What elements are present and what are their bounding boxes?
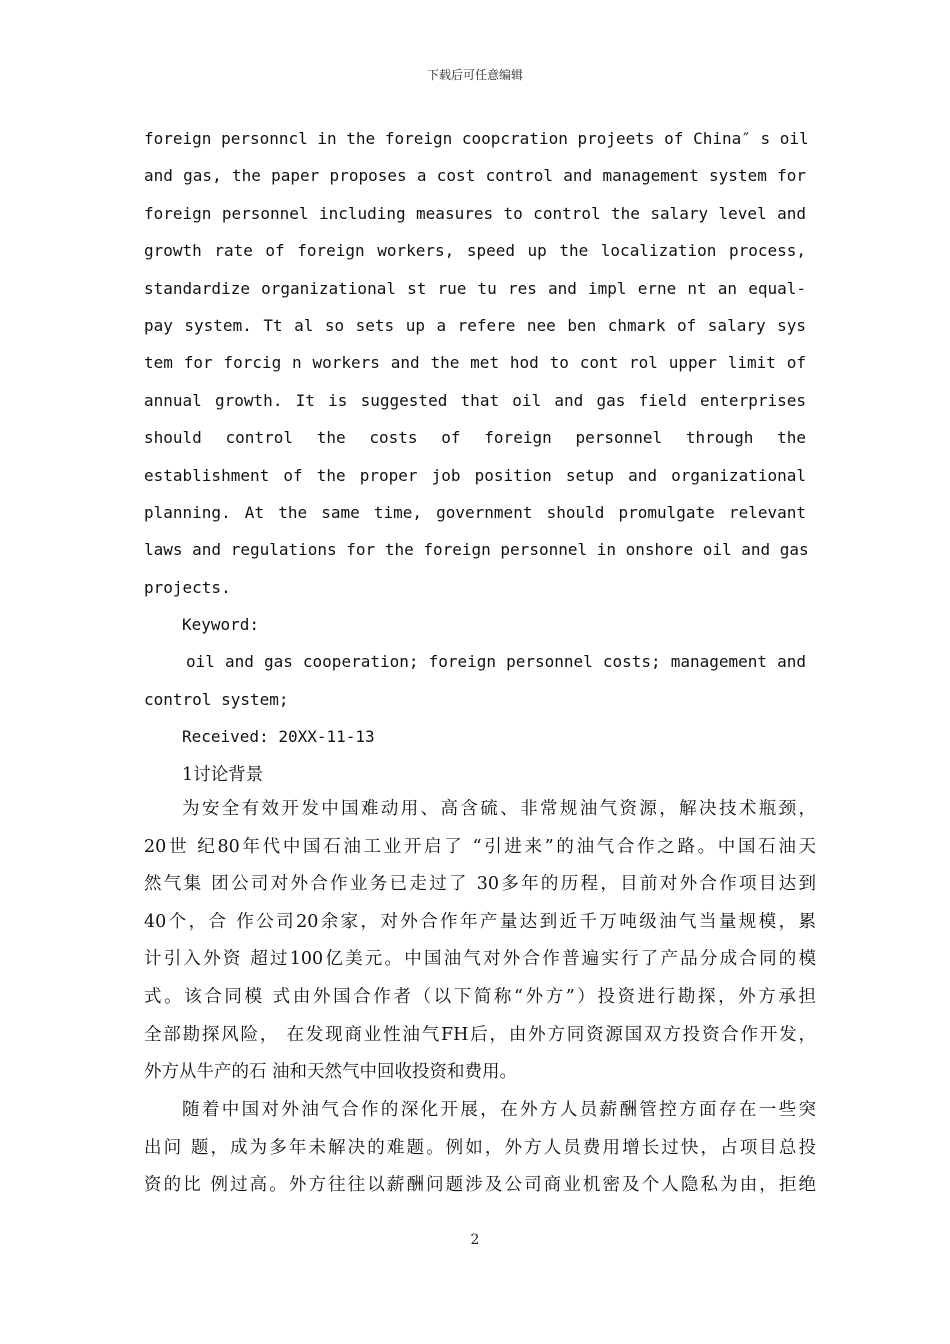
paragraph-line: 外方从牛产的石 油和天然气中回收投资和费用。 — [144, 1062, 518, 1083]
abstract-line: growth rate of foreign workers, speed up the localization process, — [144, 241, 806, 261]
received-date: Received: 20XX-11-13 — [182, 727, 375, 747]
abstract-line: planning. At the same time, government should promulgate relevant — [144, 502, 806, 522]
page-number: 2 — [470, 1232, 480, 1248]
abstract-line: standardize organizational st rue tu res and impl erne nt an equal- — [144, 278, 806, 298]
body-paragraph-2 — [144, 1092, 816, 1205]
paragraph-line: 随着中国对外油气合作的深化开展，在外方人员薪酬管控方面存在一些突 — [182, 1100, 816, 1120]
keyword-text-line: control system; — [144, 689, 289, 709]
abstract-line: foreign personncl in the foreign coopcration projeets of China″ s oil — [144, 129, 809, 148]
section-heading: 1讨论背景 — [182, 765, 264, 785]
abstract-line: projects. — [144, 577, 231, 597]
abstract-line: pay system. Tt al so sets up a refere nee ben chmark of salary sys — [144, 315, 806, 335]
paragraph-line: 出问 题，成为多年未解决的难题。例如，外方人员费用增长过快，占项目总投 — [144, 1137, 816, 1158]
abstract-line: establishment of the proper job position setup and organizational — [144, 465, 806, 485]
abstract-line: tem for forcig n workers and the met hod to cont rol upper limit of — [144, 353, 806, 373]
keyword-text-line: oil and gas cooperation; foreign personnel costs; management and — [186, 652, 806, 672]
page-header-note: 下载后可任意编辑 — [426, 68, 523, 82]
abstract-line: annual growth. It is suggested that oil and gas field enterprises — [144, 390, 806, 410]
abstract-line: laws and regulations for the foreign personnel in onshore oil and gas — [144, 540, 809, 560]
paragraph-line: 然气集 团公司对外合作业务已走过了 30多年的历程，目前对外合作项目达到 — [144, 874, 816, 895]
abstract-line: should control the costs of foreign personnel through the — [144, 428, 806, 448]
paragraph-line: 计引入外资 超过100亿美元。中国油气对外合作普遍实行了产品分成合同的模 — [144, 949, 816, 970]
paragraph-line: 全部勘探风险， 在发现商业性油气FH后，由外方同资源国双方投资合作开发， — [144, 1024, 816, 1045]
paragraph-line: 20世 纪80年代中国石油工业开启了 “引进来”的油气合作之路。中国石油天 — [144, 836, 816, 857]
keyword-label: Keyword: — [182, 615, 260, 634]
keyword-block — [144, 606, 806, 756]
english-abstract — [144, 120, 809, 606]
paragraph-line: 式。该合同模 式由外国合作者（以下简称“外方”）投资进行勘探，外方承担 — [144, 986, 816, 1007]
body-paragraph-1 — [144, 791, 816, 1092]
abstract-line: foreign personnel including measures to control the salary level and — [144, 203, 806, 223]
abstract-line: and gas, the paper proposes a cost control and management system for — [144, 166, 806, 186]
paragraph-line: 资的比 例过高。外方往往以薪酬问题涉及公司商业机密及个人隐私为由，拒绝 — [144, 1175, 816, 1196]
paragraph-line: 为安全有效开发中国难动用、高含硫、非常规油气资源，解决技术瓶颈， — [182, 799, 816, 819]
paragraph-line: 40个，合 作公司20余家，对外合作年产量达到近千万吨级油气当量规模，累 — [144, 911, 816, 932]
